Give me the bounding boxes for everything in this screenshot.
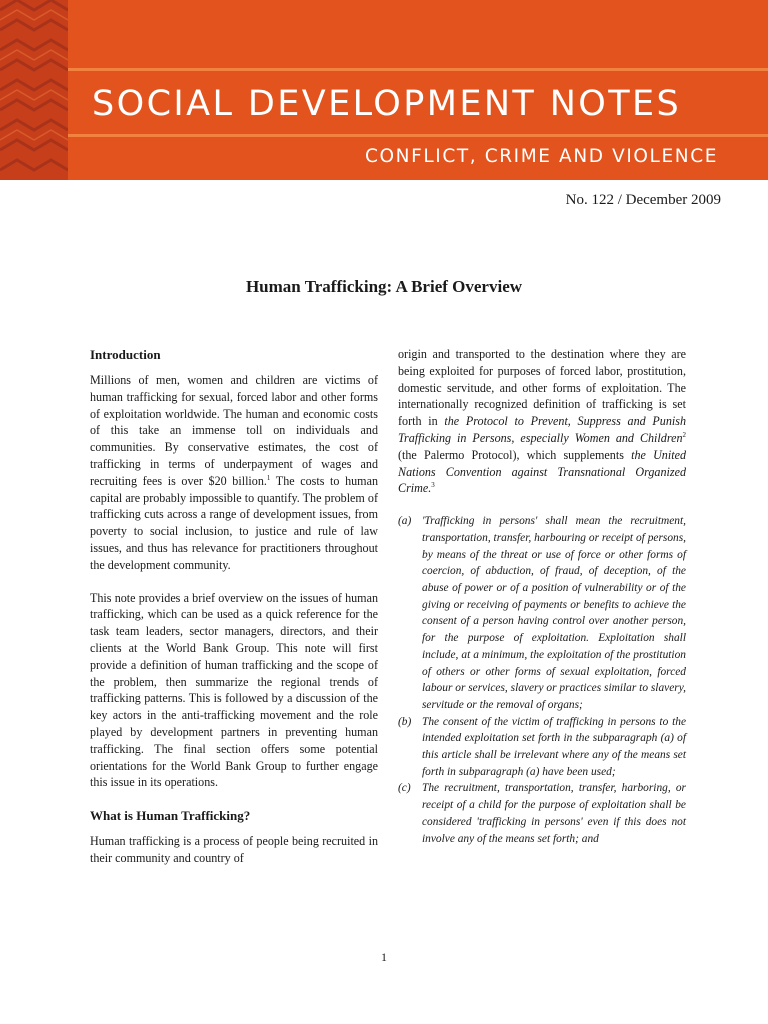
footnote-ref-3[interactable]: 3	[431, 481, 435, 490]
banner-pattern-decoration	[0, 0, 68, 180]
definition-text: The consent of the victim of trafficking in persons to the intended exploitation set forth in the subparagraph (a) of this article shall be irrelevant where any of the means set forth in subparagraph (a) have been used;	[422, 715, 686, 778]
page-number: 1	[381, 950, 387, 964]
definition-text: 'Trafficking in persons' shall mean the recruitment, transportation, transfer, harbouring or receipt of persons, by means of the threat or use of force or other forms of coercion, of abduction, of fraud, of deception, of the abuse of power or of a position of vulnerability or of the giving or receiving of payments or benefits to achieve the consent of a person having control over another person, for the purpose of exploitation. Exploitation shall include, at a minimum, the exploitation of the prostitution of others or other forms of sexual exploitation, forced labour or services, slavery or practices similar to slavery, servitude or the removal of organs;	[422, 515, 686, 711]
issue-number-date: No. 122 / December 2009	[565, 192, 721, 208]
convention-title: the United Nations Convention against Transnational Organized Crime.	[398, 447, 686, 496]
introduction-heading: Introduction	[90, 347, 161, 362]
header-banner	[0, 0, 768, 180]
footnote-ref-1[interactable]: 1	[266, 473, 271, 482]
definition-item	[398, 714, 686, 781]
right-column	[398, 346, 686, 847]
definition-item	[398, 513, 686, 713]
definition-marker: (c)	[398, 782, 411, 795]
protocol-title: the Protocol to Prevent, Suppress and Punish Trafficking in Persons, especially Women and Children	[398, 414, 686, 445]
intro-paragraph-1	[90, 372, 378, 574]
cont-text-a: origin and transported to the destination where they are being exploited for purposes of forced labor, prostitution, domestic servitude, and other forms of exploitation. The internationally recognized definition of trafficking is set forth in	[398, 347, 686, 429]
intro-p1-text-b: The costs to human capital are probably impossible to quantify. The problem of trafficking cuts across a range of development issues, from poverty to social inclusion, to justice and rule of law issues, and thus has relevance for practitioners throughout the development community.	[90, 473, 378, 572]
page-title: Human Trafficking: A Brief Overview	[245, 277, 523, 296]
cont-text-b: (the Palermo Protocol), which supplements	[398, 447, 632, 462]
footnote-ref-2[interactable]: 2	[682, 430, 686, 439]
definition-marker: (a)	[398, 515, 412, 528]
banner-stripe	[68, 68, 768, 71]
intro-paragraph-2: This note provides a brief overview on the issues of human trafficking, which can be used as a quick reference for the task team leaders, sector managers, directors, and their clients at the World Bank Group. This note will first provide a definition of human trafficking and the scope of the problem, then summarize the regional trends of trafficking patterns. This is followed by a discussion of the key actors in the anti-trafficking movement and the role played by development partners in preventing human trafficking. The final section offers some potential orientations for the World Bank Group to further engage this issue in its operations.	[90, 590, 378, 790]
intro-p1-text-a: Millions of men, women and children are victims of human trafficking for sexual, forced labor and other forms of exploitation worldwide. The human and economic costs of this take an immense toll on individuals and communities. By conservative estimates, the cost of trafficking in terms of underpayment of wages and recruiting fees is over $20 billion.	[90, 373, 378, 488]
banner-stripe	[68, 134, 768, 137]
what-paragraph-1: Human trafficking is a process of people being recruited in their community and country of	[90, 834, 378, 865]
left-column	[90, 346, 378, 883]
definition-list	[398, 513, 686, 847]
continued-paragraph	[398, 346, 686, 497]
definition-marker: (b)	[398, 715, 412, 728]
series-subtitle: CONFLICT, CRIME AND VIOLENCE	[365, 146, 718, 167]
series-title: SOCIAL DEVELOPMENT NOTES	[92, 84, 682, 124]
what-is-trafficking-heading: What is Human Trafficking?	[90, 808, 251, 824]
definition-text: The recruitment, transportation, transfer, harboring, or receipt of a child for the purpose of exploitation shall be considered 'trafficking in persons' even if this does not involve any of the means set forth; and	[422, 782, 686, 845]
zigzag-pattern-icon	[0, 0, 68, 180]
definition-item	[398, 780, 686, 847]
